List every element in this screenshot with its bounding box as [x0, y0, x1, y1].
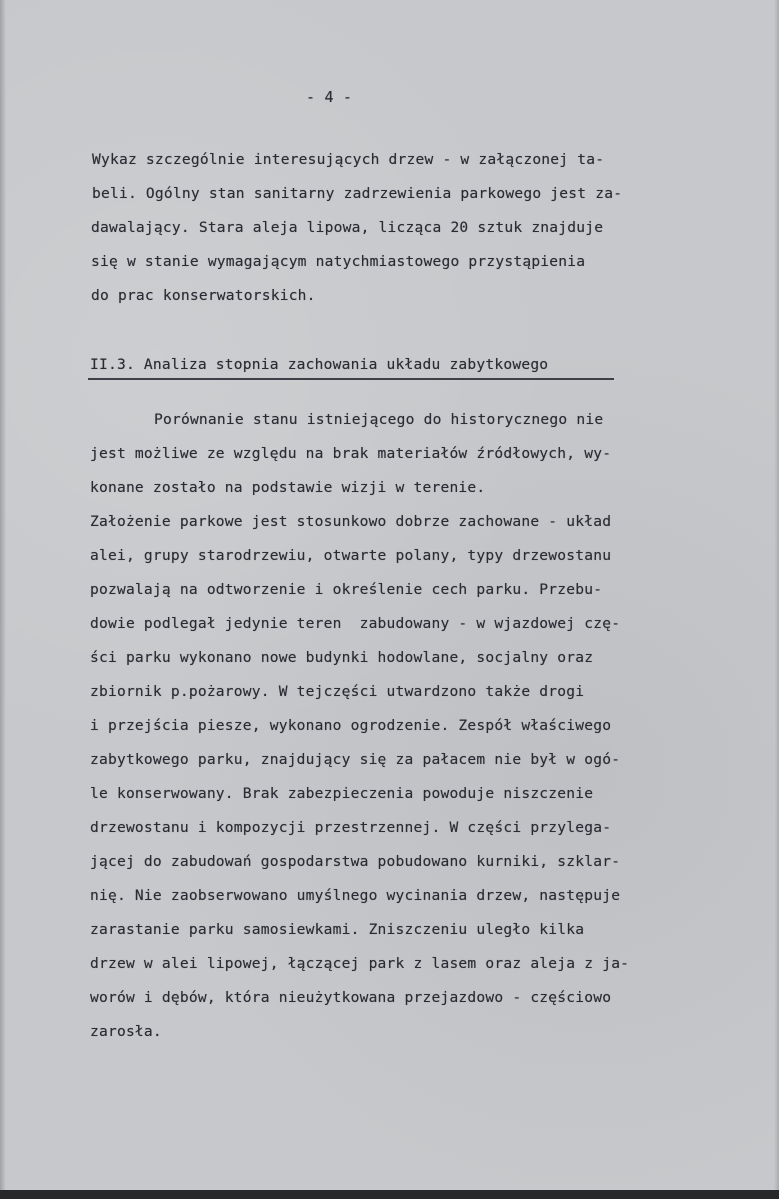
paragraph-2-line-16: zarastanie parku samosiewkami. Zniszczeniu uległo kilka — [90, 921, 585, 938]
paragraph-2-line-17: drzew w alei lipowej, łączącej park z lasem oraz aleja z ja- — [90, 955, 630, 972]
paragraph-1-line-2: beli. Ogólny stan sanitarny zadrzewienia parkowego jest za- — [92, 185, 623, 202]
paragraph-2-line-7: dowie podlegał jedynie teren zabudowany - w wjazdowej czę- — [90, 615, 621, 632]
paragraph-2-line-8: ści parku wykonano nowe budynki hodowlane, socjalny oraz — [90, 649, 594, 666]
paragraph-2-line-5: alei, grupy starodrzewiu, otwarte polany, typy drzewostanu — [90, 547, 612, 564]
section-heading: II.3. Analiza stopnia zachowania układu zabytkowego — [90, 356, 549, 373]
section-heading-underline — [88, 378, 614, 380]
paragraph-2-line-1: Porównanie stanu istniejącego do historycznego nie — [154, 411, 604, 428]
paragraph-2-line-13: drzewostanu i kompozycji przestrzennej. W części przylega- — [90, 819, 612, 836]
paragraph-2-line-2: jest możliwe ze względu na brak materiałów źródłowych, wy- — [90, 445, 612, 462]
paragraph-2-line-3: konane zostało na podstawie wizji w terenie. — [90, 479, 486, 496]
paragraph-2-line-15: nię. Nie zaobserwowano umyślnego wycinania drzew, następuje — [90, 887, 621, 904]
paragraph-2-line-9: zbiornik p.pożarowy. W tejczęści utwardzono także drogi — [90, 683, 585, 700]
page-left-edge-shadow — [0, 0, 6, 1190]
paragraph-1-line-1: Wykaz szczególnie interesujących drzew - w załączonej ta- — [92, 151, 605, 168]
paragraph-2-line-4: Założenie parkowe jest stosunkowo dobrze zachowane - układ — [90, 513, 612, 530]
paragraph-2-line-19: zarosła. — [90, 1023, 162, 1040]
paragraph-2-line-12: le konserwowany. Brak zabezpieczenia powoduje niszczenie — [90, 785, 594, 802]
paragraph-2-line-10: i przejścia piesze, wykonano ogrodzenie. Zespół właściwego — [90, 717, 612, 734]
scanner-bottom-border — [0, 1190, 779, 1199]
paragraph-2-line-18: worów i dębów, która nieużytkowana przejazdowo - częściowo — [90, 989, 612, 1006]
paragraph-2-line-11: zabytkowego parku, znajdujący się za pałacem nie był w ogó- — [90, 751, 621, 768]
paragraph-1-line-5: do prac konserwatorskich. — [91, 287, 316, 304]
page-number: - 4 - — [306, 88, 353, 106]
paragraph-1-line-4: się w stanie wymagającym natychmiastowego przystąpienia — [91, 253, 586, 270]
page-right-edge-shadow — [774, 0, 779, 1190]
paragraph-2-line-6: pozwalają na odtworzenie i określenie cech parku. Przebu- — [90, 581, 603, 598]
paragraph-1-line-3: dawalający. Stara aleja lipowa, licząca 20 sztuk znajduje — [91, 219, 604, 236]
paragraph-2-line-14: jącej do zabudowań gospodarstwa pobudowano kurniki, szklar- — [90, 853, 621, 870]
